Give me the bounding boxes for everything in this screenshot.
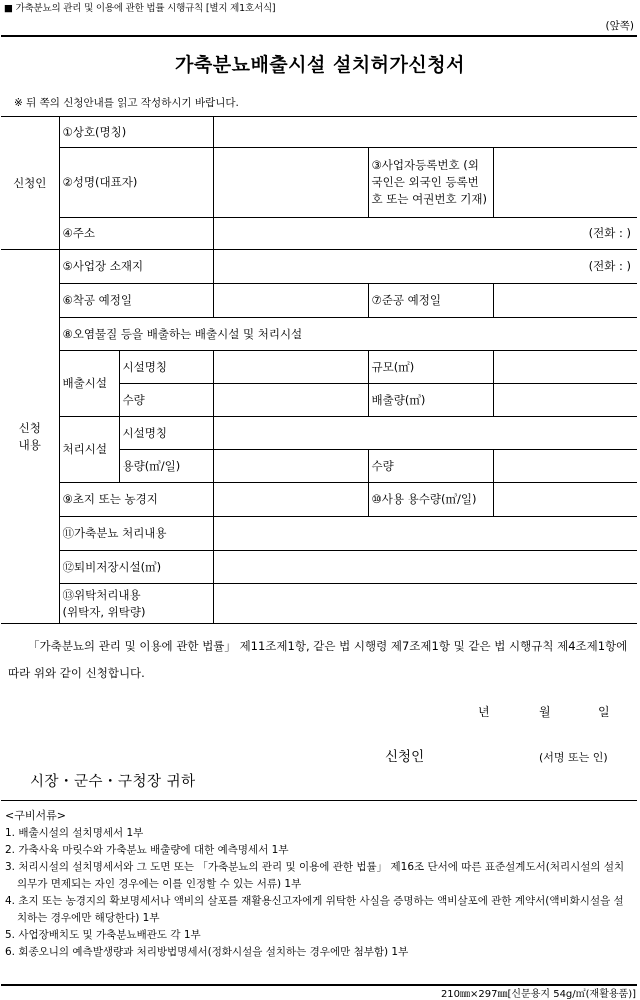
application-table: [1, 116, 637, 624]
compost-storage-field[interactable]: [213, 551, 637, 584]
treatment-name-field[interactable]: [213, 417, 637, 450]
facilities-header: ⑧오염물질 등을 배출하는 배출시설 및 처리시설: [59, 318, 637, 351]
end-date-field[interactable]: [493, 284, 637, 318]
treatment-capacity-field[interactable]: [213, 450, 368, 483]
land-label: ⑨초지 또는 농경지: [59, 483, 213, 517]
applicant-section-label: 신청인: [1, 117, 59, 250]
compost-storage-label: ⑫퇴비저장시설(㎥): [59, 551, 213, 584]
business-reg-no-field[interactable]: [493, 148, 637, 218]
consignment-label-line1: ⑬위탁처리내용: [62, 587, 141, 602]
treatment-quantity-field[interactable]: [493, 450, 637, 483]
front-side-label: (앞쪽): [605, 20, 634, 32]
representative-field[interactable]: [213, 148, 368, 218]
land-field[interactable]: [213, 483, 368, 517]
consignment-field[interactable]: [213, 584, 637, 624]
date-month-label: 월: [539, 705, 551, 719]
document-item: 5. 사업장배치도 및 가축분뇨배관도 각 1부: [5, 929, 201, 941]
law-reference-note: ■ 가축분뇨의 관리 및 이용에 관한 법률 시행규칙 [별지 제1호서식]: [4, 3, 276, 14]
treatment-content-label: ⑪가축분뇨 처리내용: [59, 517, 213, 551]
document-item: 3. 처리시설의 설치명세서와 그 도면 또는 「가축분뇨의 관리 및 이용에 관한 법률」 제16조 단서에 따른 표준설계도서(처리시설의 설치의무가 면제되는 자인 경우에는 이를 인정할 수 있는 서류) 1부: [5, 861, 625, 890]
water-usage-label: ⑩사용 용수량(㎥/일): [368, 483, 493, 517]
discharge-scale-field[interactable]: [493, 351, 637, 384]
treatment-facility-label: 처리시설: [59, 417, 119, 483]
discharge-quantity-field[interactable]: [213, 384, 368, 417]
business-reg-no-label: ③사업자등록번호 (외국인은 외국인 등록번호 또는 여권번호 기재): [368, 148, 493, 218]
guide-note: ※ 뒤 쪽의 신청안내를 읽고 작성하시기 바랍니다.: [14, 97, 239, 109]
start-date-label: ⑥착공 예정일: [59, 284, 213, 318]
treatment-content-field[interactable]: [213, 517, 637, 551]
business-name-field[interactable]: [213, 117, 637, 148]
document-item: 1. 배출시설의 설치명세서 1부: [5, 827, 144, 839]
required-documents: [1, 800, 637, 961]
site-phone-field[interactable]: (전화 : ): [213, 250, 637, 284]
discharge-name-field[interactable]: [213, 351, 368, 384]
declaration-text: 「가축분뇨의 관리 및 이용에 관한 법률」 제11조제1항, 같은 법 시행령 제7조제1항 및 같은 법 시행규칙 제4조제1항에 따라 위와 같이 신청합니다.: [8, 639, 628, 680]
document-item: 6. 회종오니의 예측발생량과 처리방법명세서(정화시설을 설치하는 경우에만 첨부함) 1부: [5, 946, 409, 958]
documents-heading: <구비서류>: [5, 809, 66, 822]
consignment-label-line2: (위탁자, 위탁량): [62, 604, 146, 619]
treatment-capacity-label: 용량(㎥/일): [119, 450, 213, 483]
consignment-label: [59, 584, 213, 624]
discharge-amount-field[interactable]: [493, 384, 637, 417]
representative-label: ②성명(대표자): [59, 148, 213, 218]
content-label-bottom: 내용: [18, 437, 41, 452]
discharge-quantity-label: 수량: [119, 384, 213, 417]
start-date-field[interactable]: [213, 284, 368, 318]
address-phone-field[interactable]: (전화 : ): [213, 218, 637, 250]
address-label: ④주소: [59, 218, 213, 250]
end-date-label: ⑦준공 예정일: [368, 284, 493, 318]
applicant-sign-label: 신청인: [385, 749, 425, 765]
form-title: 가축분뇨배출시설 설치허가신청서: [175, 54, 465, 76]
document-item: 4. 초지 또는 농경지의 확보명세서나 액비의 살포를 재활용신고자에게 위탁한 사실을 증명하는 액비살포에 관한 계약서(액비화시설을 설치하는 경우에만 해당한다) 1부: [5, 895, 624, 924]
sign-or-seal-note: (서명 또는 인): [539, 751, 608, 764]
recipient: 시장・군수・구청장 귀하: [30, 774, 196, 790]
treatment-quantity-label: 수량: [368, 450, 493, 483]
site-location-label: ⑤사업장 소재지: [59, 250, 213, 284]
content-section-label: [1, 250, 59, 624]
document-item: 2. 가축사육 마릿수와 가축분뇨 배출량에 대한 예측명세서 1부: [5, 844, 289, 856]
water-usage-field[interactable]: [493, 483, 637, 517]
discharge-amount-label: 배출량(㎥): [368, 384, 493, 417]
business-name-label: ①상호(명칭): [59, 117, 213, 148]
discharge-facility-label: 배출시설: [59, 351, 119, 417]
discharge-scale-label: 규모(㎡): [368, 351, 493, 384]
discharge-name-label: 시설명칭: [119, 351, 213, 384]
content-label-top: 신청: [18, 420, 41, 435]
paper-spec: 210㎜×297㎜[신문용지 54g/㎡(재활용품)]: [440, 989, 636, 1000]
date-year-label: 년: [478, 705, 490, 719]
treatment-name-label: 시설명칭: [119, 417, 213, 450]
date-day-label: 일: [598, 705, 610, 719]
